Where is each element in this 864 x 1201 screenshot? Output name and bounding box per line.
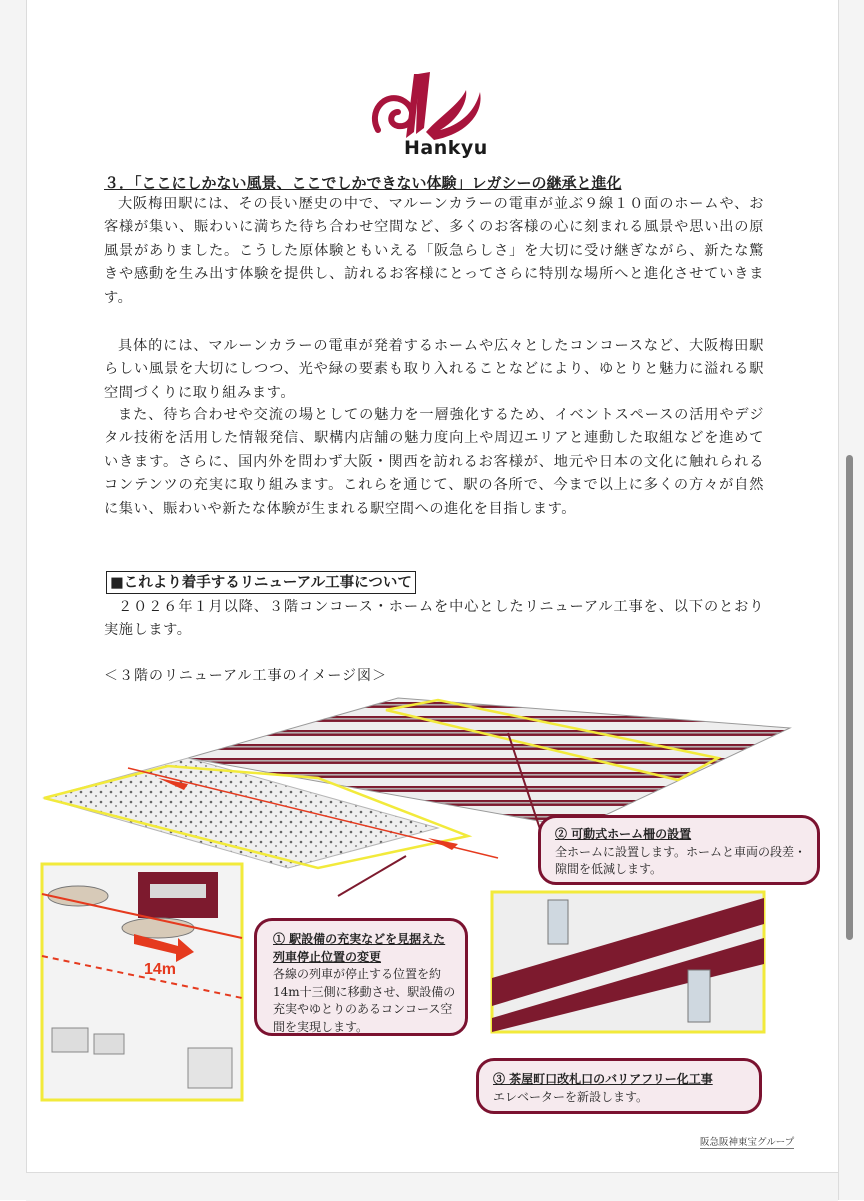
callout-platform-doors — [538, 815, 820, 885]
callout-body: エレベーターを新設します。 — [493, 1089, 649, 1104]
elevator — [548, 900, 568, 944]
renewal-heading: ■これより着手するリニューアル工事について — [106, 571, 416, 594]
group-footer: 阪急阪神東宝グループ — [700, 1134, 794, 1149]
elevator — [688, 970, 710, 1022]
logo-wordmark: Hankyu — [404, 137, 488, 159]
gate — [188, 1048, 232, 1088]
section3-paragraph-3: また、待ち合わせや交流の場としての魅力を一層強化するため、イベントスペースの活用やデジタル技術を活用した情報発信、駅構内店舗の魅力度向上や周辺エリアと連動した取組などを進めていきます。さらに、国内外を問わず大阪・関西を訪れるお客様が、地元や日本の文化に触れられるコンテンツの充実に取り組みます。これらを通じて、駅の各所で、今まで以上に多くの方々が自然に集い、賑わいや新たな体験が生まれる駅空間への進化を目指します。 — [104, 407, 764, 517]
station-renewal-illustration — [38, 688, 830, 1118]
train-window — [150, 884, 206, 898]
viewer-bottom-margin — [26, 1172, 838, 1201]
gate — [94, 1034, 124, 1054]
callout-barrier-free — [476, 1058, 762, 1114]
section3-heading: ３．「ここにしかない風景、ここでしかできない体験」レガシーの継承と進化 — [104, 174, 622, 192]
figure-caption: ＜３階のリニューアル工事のイメージ図＞ — [104, 668, 388, 684]
distance-label: 14m — [144, 961, 177, 978]
callout-body: 各線の列車が停止する位置を約 14m十三側に移動させ、駅設備の充実やゆとりのあるコンコース空間を実現します。 — [273, 967, 456, 1034]
vertical-scrollbar[interactable] — [846, 455, 853, 940]
callout-title: ③ 茶屋町口改札口のバリアフリー化工事 — [493, 1072, 713, 1086]
renewal-paragraph: ２０２６年１月以降、３階コンコース・ホームを中心としたリニューアル工事を、以下のとおり実施します。 — [104, 599, 764, 639]
planter — [122, 918, 194, 938]
callout-stop-position — [254, 918, 468, 1036]
planter — [48, 886, 108, 906]
section3-paragraph-2: 具体的には、マルーンカラーの電車が発着するホームや広々としたコンコースなど、大阪梅田駅らしい風景を大切にしつつ、光や緑の要素も取り入れることなどにより、ゆとりと魅力に溢れる駅空間づくりに取り組みます。 — [104, 338, 764, 401]
callout-title: ② 可動式ホーム柵の設置 — [555, 827, 692, 841]
section3-paragraph-1: 大阪梅田駅には、その長い歴史の中で、マルーンカラーの電車が並ぶ９線１０面のホームや、お客様が集い、賑わいに満ちた待ち合わせ空間など、多くのお客様の心に刻まれる風景や思い出の原風景がありました。こうした原体験ともいえる「阪急らしさ」を大切に受け継ぎながら、新たな驚きや感動を生み出す体験を提供し、訪れるお客様にとってさらに特別な場所へと進化させていきます。 — [104, 196, 764, 306]
callout-body: 全ホームに設置します。ホームと車両の段差・隙間を低減します。 — [555, 844, 807, 876]
viewer-left-margin — [0, 0, 27, 1200]
callout-title: ① 駅設備の充実などを見据えた列車停止位置の変更 — [273, 932, 446, 964]
gate — [52, 1028, 88, 1052]
